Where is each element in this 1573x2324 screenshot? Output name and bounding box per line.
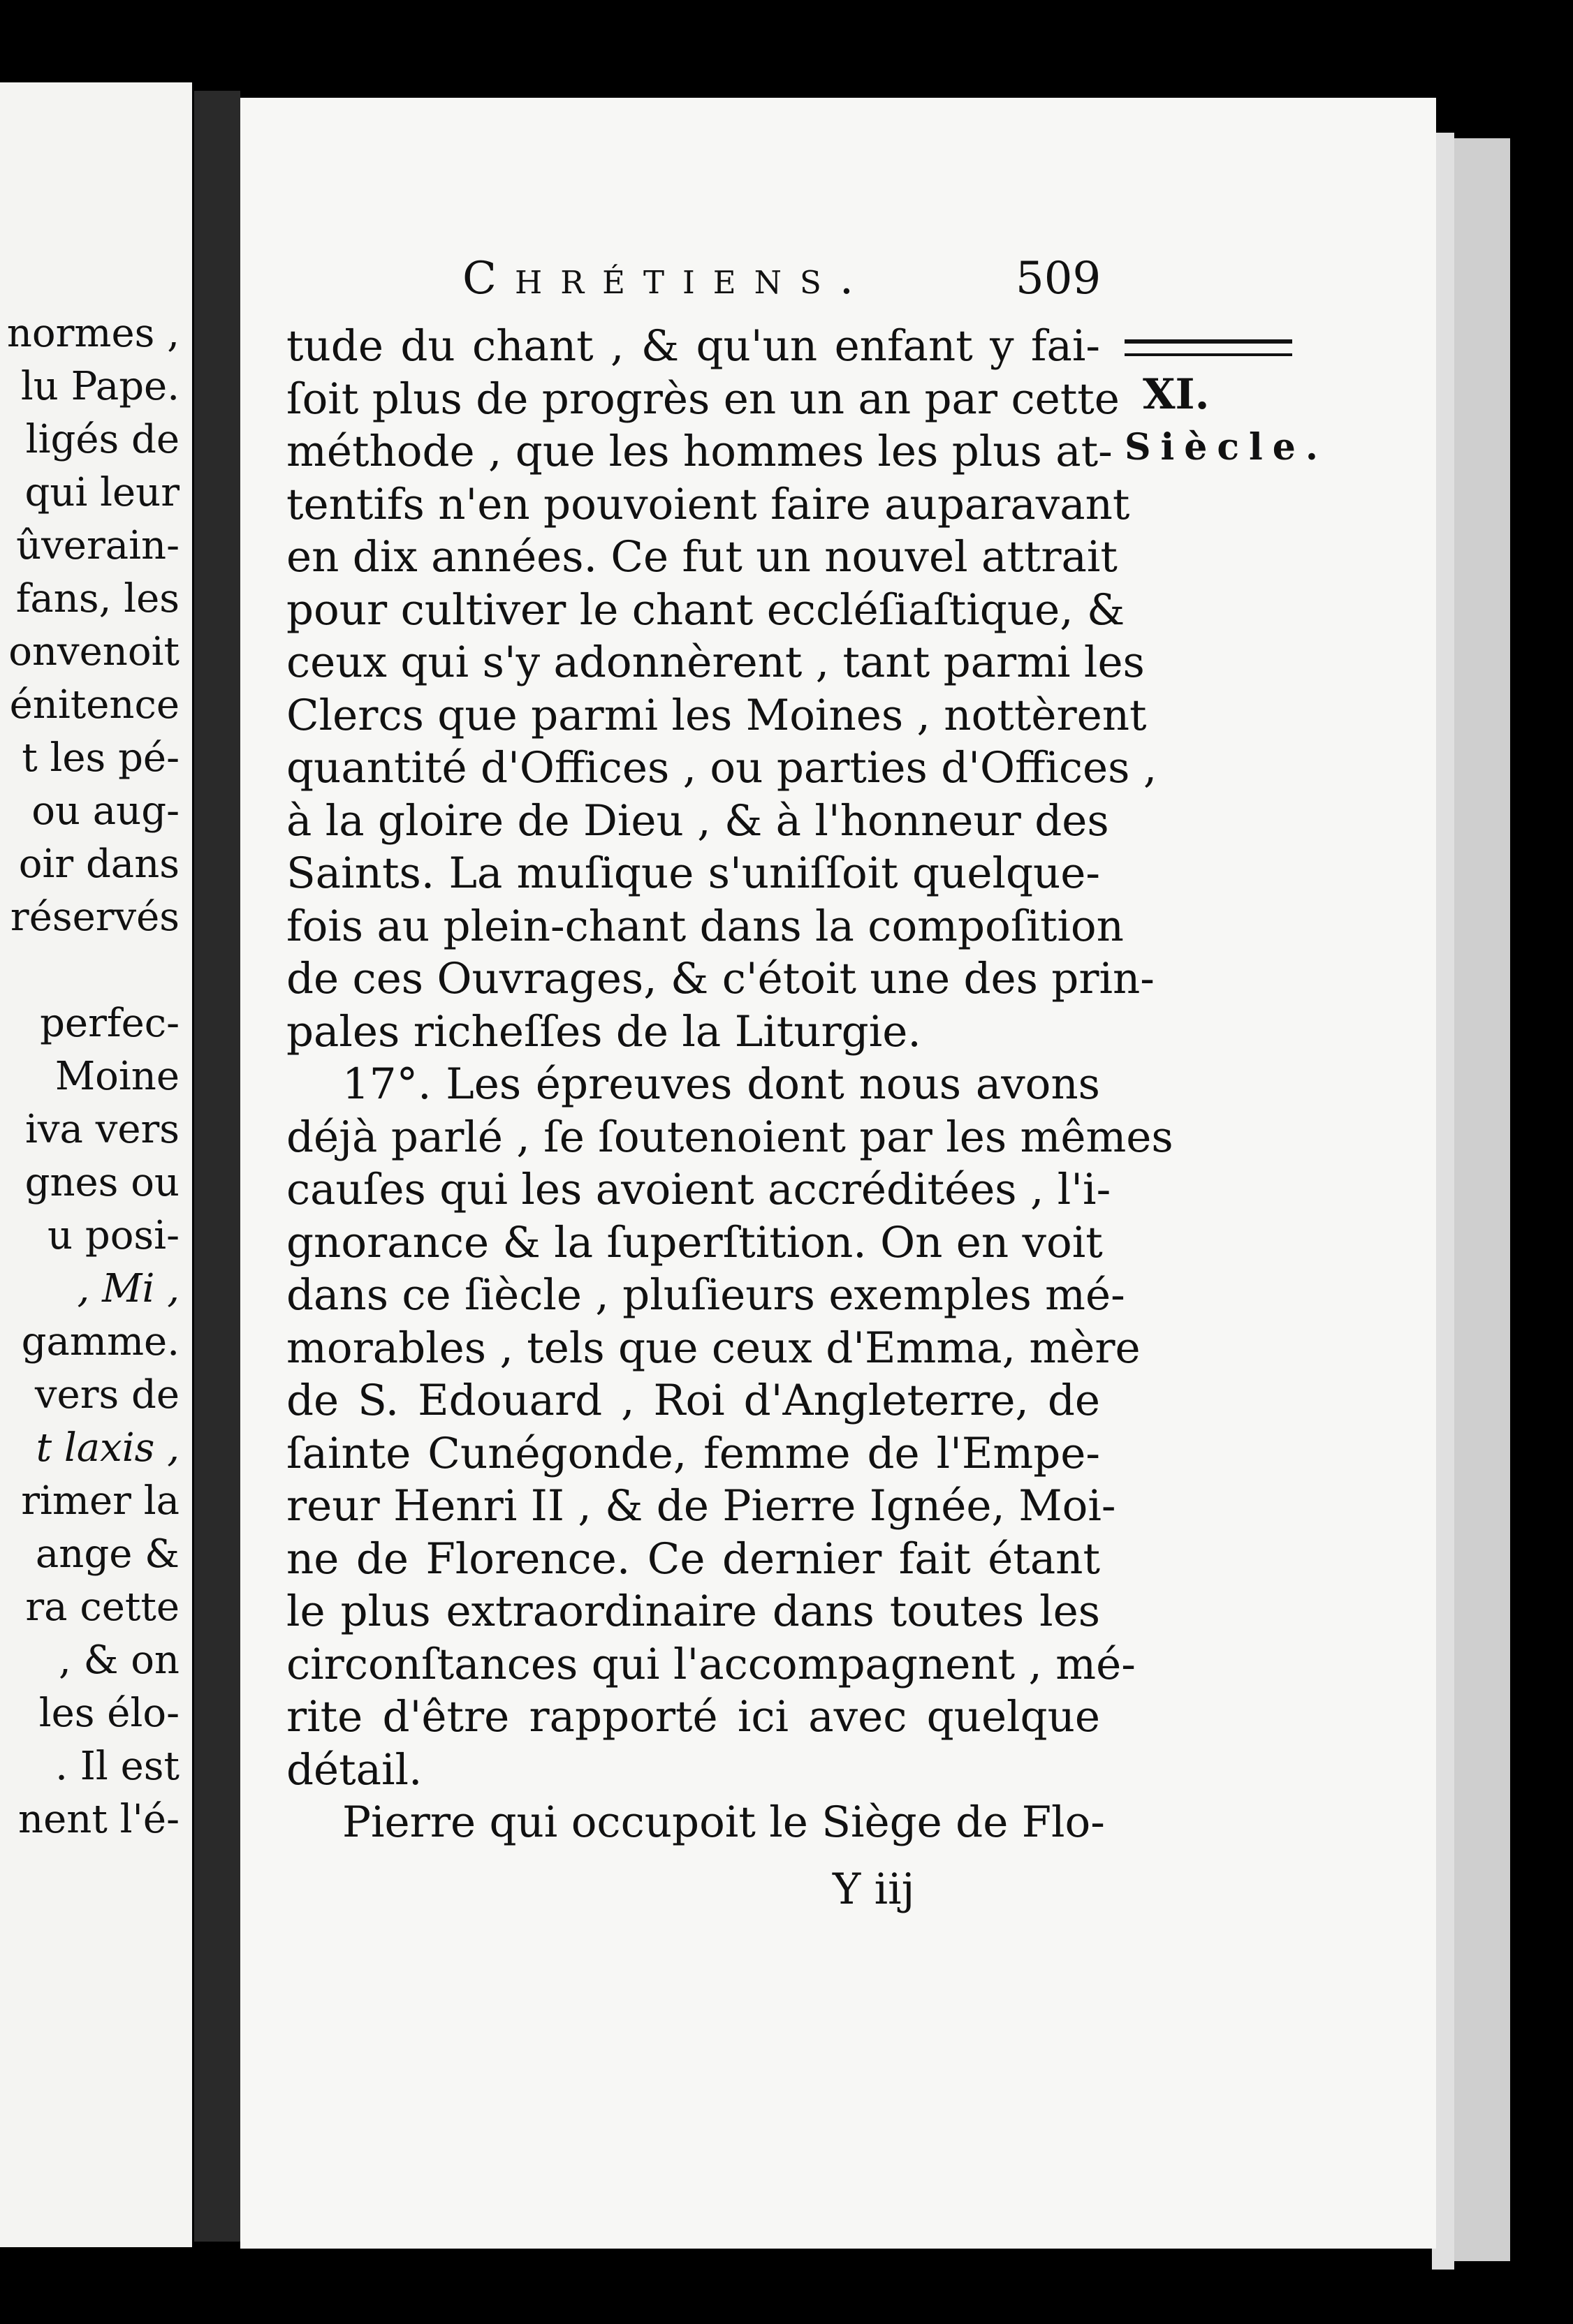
left-fragment: Moine (54, 1054, 180, 1099)
text-line: pales richeſſes de la Liturgie. (286, 1006, 921, 1057)
left-fragment: t laxis , (36, 1425, 180, 1471)
text-line: circonſtances qui l'accompagnent , mé- (286, 1639, 1136, 1689)
left-fragment: t les pé- (22, 735, 180, 781)
text-line: détail. (286, 1744, 423, 1795)
left-fragment: . Il est (55, 1744, 180, 1789)
left-fragment: gnes ou (24, 1160, 180, 1205)
text-line: de ces Ouvrages, & c'étoit une des prin- (286, 954, 1155, 1003)
left-fragment: ange & (35, 1531, 180, 1577)
left-fragment: nent l'é- (18, 1797, 180, 1842)
left-fragment: , Mi , (77, 1266, 180, 1311)
signature-mark: Y iij (833, 1865, 915, 1914)
text-line: cauſes qui les avoient accréditées , l'i- (286, 1165, 1111, 1214)
text-line: déjà parlé , ſe ſoutenoient par les mêmes (286, 1112, 1173, 1162)
left-fragment: rimer la (21, 1478, 180, 1524)
right-page (240, 98, 1436, 2249)
left-fragment: qui leur (24, 470, 180, 515)
text-line: Clercs que parmi les Moines , nottèrent (286, 690, 1147, 740)
text-line: de S. Edouard , Roi d'Angleterre, de (286, 1376, 1100, 1425)
paragraph-start: Pierre qui occupoit le Siège de Flo- (342, 1797, 1105, 1847)
left-fragment: fans, les (15, 576, 180, 622)
text-line: à la gloire de Dieu , & à l'honneur des (286, 795, 1109, 846)
text-line: ne de Florence. Ce dernier fait étant (286, 1534, 1100, 1584)
left-fragment: perfec- (40, 1001, 180, 1046)
left-fragment: ou aug- (31, 788, 180, 834)
left-fragment: énitence (9, 682, 180, 728)
margin-siecle: Siècle. (1125, 426, 1328, 469)
left-fragment: iva vers (24, 1107, 180, 1152)
text-line: pour cultiver le chant eccléſiaſtique, & (286, 584, 1125, 635)
left-page (0, 82, 192, 2247)
margin-century: XI. (1143, 370, 1210, 419)
left-fragment: u posi- (47, 1213, 180, 1258)
text-line: tentifs n'en pouvoient faire auparavant (286, 479, 1130, 529)
left-fragment: ra cette (25, 1584, 180, 1630)
left-fragment: , & on (58, 1638, 180, 1683)
book-gutter (194, 91, 240, 2242)
left-fragment: onvenoit (8, 629, 180, 675)
text-line: quantité d'Offices , ou parties d'Offices , (286, 743, 1157, 793)
text-line: rite d'être rapporté ici avec quelque (286, 1692, 1100, 1742)
text-line: morables , tels que ceux d'Emma, mère (286, 1323, 1141, 1373)
left-fragment: normes , (6, 311, 180, 356)
text-line: ſainte Cunégonde, femme de l'Empe- (286, 1428, 1100, 1478)
paragraph-start: 17°. Les épreuves dont nous avons (342, 1059, 1100, 1109)
left-fragment: les élo- (38, 1691, 180, 1736)
text-line: ceux qui s'y adonnèrent , tant parmi les (286, 638, 1145, 687)
running-title: Chrétiens. (462, 253, 872, 304)
text-line: dans ce ſiècle , pluſieurs exemples mé- (286, 1270, 1125, 1320)
text-line: fois au plein-chant dans la compoſition (286, 901, 1124, 951)
page-number: 509 (1016, 253, 1102, 304)
left-fragment: ligés de (25, 417, 180, 462)
left-fragment: vers de (34, 1372, 180, 1418)
margin-rule (1125, 339, 1292, 356)
text-line: Saints. La muſique s'uniſſoit quelque- (286, 848, 1100, 898)
page-edge (1454, 138, 1510, 2261)
body-text (286, 320, 1173, 1849)
left-fragment: oir dans (18, 841, 180, 887)
left-fragment: ûverain- (16, 523, 180, 568)
left-fragment: lu Pape. (20, 364, 180, 409)
left-fragment: gamme. (21, 1319, 180, 1365)
text-line: reur Henri II , & de Pierre Ignée, Moi- (286, 1481, 1116, 1531)
text-line: méthode , que les hommes les plus at- (286, 427, 1113, 476)
text-line: gnorance & la ſuperſtition. On en voit (286, 1217, 1103, 1267)
text-line: en dix années. Ce fut un nouvel attrait (286, 532, 1118, 582)
left-fragment: réservés (10, 895, 180, 940)
text-line: le plus extraordinaire dans toutes les (286, 1587, 1100, 1636)
text-line: ſoit plus de progrès en un an par cette (286, 374, 1120, 424)
text-line: tude du chant , & qu'un enfant y fai- (286, 321, 1100, 371)
